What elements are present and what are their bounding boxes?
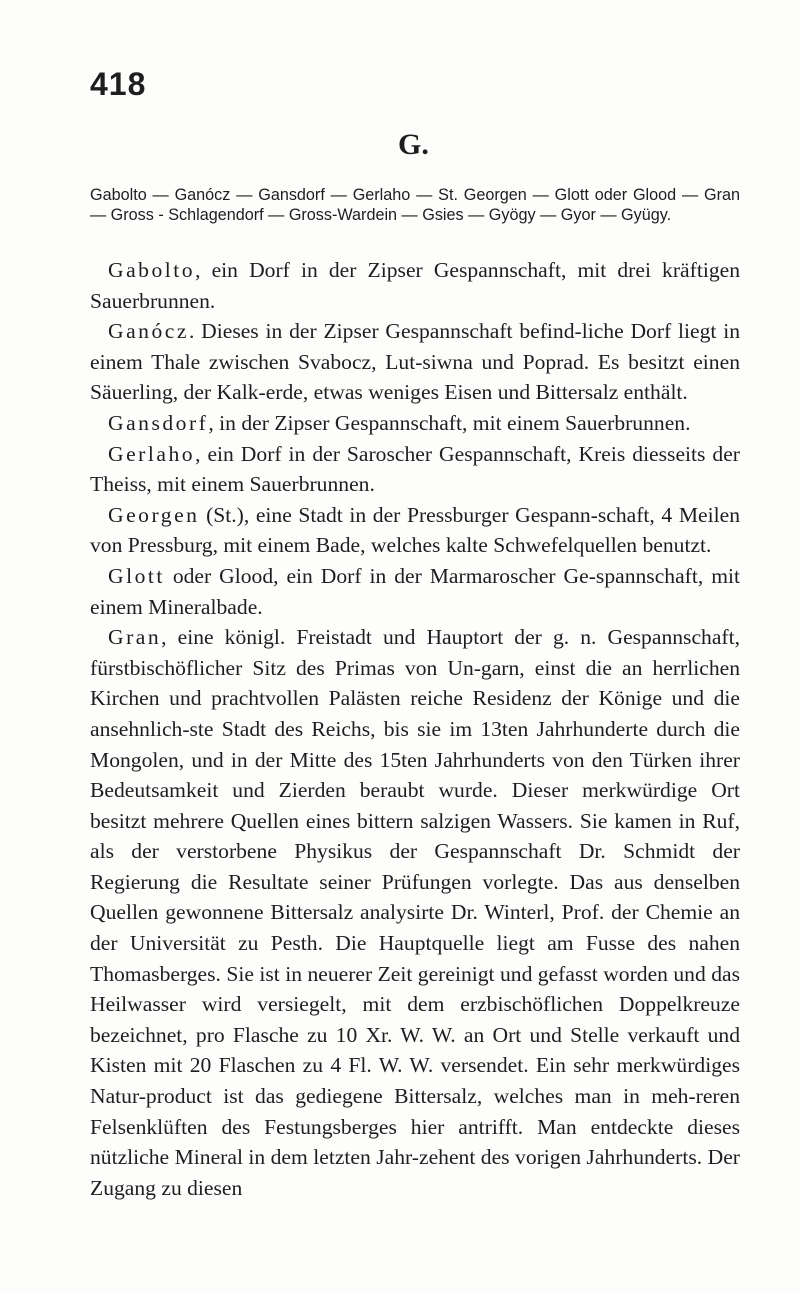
entry-gran xyxy=(90,622,740,1203)
entry-text: , in der Zipser Gespannschaft, mit einem Sauerbrunnen. xyxy=(208,410,691,435)
entry-glott xyxy=(90,561,740,622)
entry-text: , ein Dorf in der Zipser Gespannschaft, mit drei kräftigen Sauerbrunnen. xyxy=(90,258,740,313)
entry-headword: Glott xyxy=(108,563,165,588)
entry-headword: Gerlaho xyxy=(108,441,196,466)
section-letter: G. xyxy=(398,128,429,161)
entry-text: . Dieses in der Zipser Gespannschaft befind-liche Dorf liegt in einem Thale zwischen Svabocz, Lut-siwna und Poprad. Es besitzt einen Säuerling, der Kalk-erde, etwas weniges Eisen und Bittersalz enthält. xyxy=(90,319,740,405)
entry-text: oder Glood, ein Dorf in der Marmaroscher Ge-spannschaft, mit einem Mineralbade. xyxy=(90,563,740,619)
place-index-line: Gabolto — Ganócz — Gansdorf — Gerlaho — St. Georgen — Glott oder Glood — Gran — Gross - Schlagendorf — Gross-Wardein — Gsies — Gyögy — Gyor — Gyügy. xyxy=(90,186,740,224)
entry-headword: Gabolto xyxy=(108,258,196,282)
entry-gabolto xyxy=(90,255,740,316)
entries-body xyxy=(90,255,740,1203)
entry-ganocz xyxy=(90,316,740,408)
entry-headword: Gran xyxy=(108,625,162,650)
entry-headword: Gansdorf xyxy=(108,410,209,435)
entry-gerlaho xyxy=(90,439,740,500)
entry-text: , eine königl. Freistadt und Hauptort der g. n. Gespannschaft, fürstbischöflicher Sitz des Primas von Un-garn, einst die an herrlichen Kirchen und prachtvollen Palästen reiche Residenz der Könige und die ansehnlich-ste Stadt des Reichs, bis sie im 13ten Jahrhunderte durch die Mongolen, und in der Mitte des 15ten Jahrhunderts von den Türken ihrer Bedeutsamkeit und Zierden beraubt wurde. Dieser merkwürdige Ort besitzt mehrere Quellen eines bittern salzigen Wassers. Sie kamen in Ruf, als der verstorbene Physikus der Gespannschaft Dr. Schmidt der Regierung die Resultate seiner Prüfungen vorlegte. Das aus denselben Quellen gewonnene Bittersalz analysirte Dr. Winterl, Prof. der Chemie an der Universität zu Pesth. Die Hauptquelle liegt am Fusse des nahen Thomasberges. Sie ist in neuerer Zeit gereinigt und gefasst worden und das Heilwasser wird versiegelt, mit dem erzbischöflichen Doppelkreuze bezeichnet, pro Flasche zu 10 Xr. W. W. an Ort und Stelle verkauft und Kisten mit 20 Flaschen zu 4 Fl. W. W. versendet. Ein sehr merkwürdiges Natur-product ist das gediegene Bittersalz, welches man in meh-reren Felsenklüften des Festungsberges hier antrifft. Man entdeckte dieses nützliche Mineral in dem letzten Jahr-zehent des vorigen Jahrhunderts. Der Zugang zu diesen xyxy=(90,625,740,1200)
entry-headword: Ganócz xyxy=(108,319,189,344)
page-number: 418 xyxy=(90,66,147,102)
entry-georgen xyxy=(90,500,740,561)
entry-gansdorf xyxy=(90,408,740,439)
entry-text: , ein Dorf in der Saroscher Gespannschaft, Kreis diesseits der Theiss, mit einem Sauerbrunnen. xyxy=(90,441,740,497)
entry-text: (St.), eine Stadt in der Pressburger Gespann-schaft, 4 Meilen von Pressburg, mit einem Bade, welches kalte Schwefelquellen benutzt. xyxy=(90,502,740,558)
entry-headword: Georgen xyxy=(108,502,200,527)
